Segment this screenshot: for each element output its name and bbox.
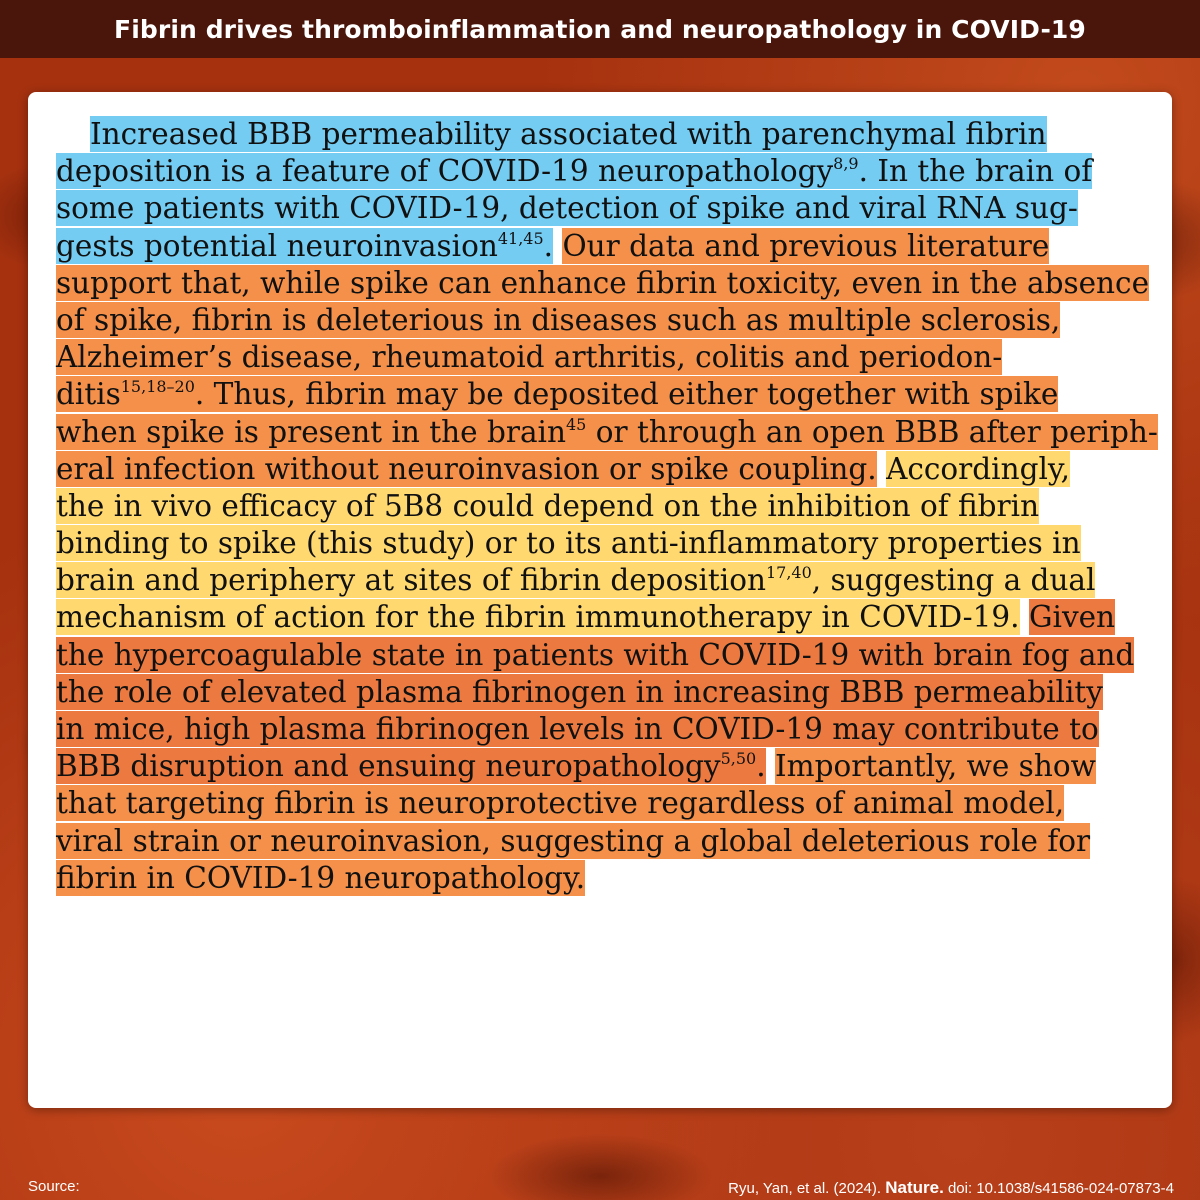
highlighted-paragraph bbox=[56, 116, 1158, 897]
source-label: Source: bbox=[28, 1178, 80, 1195]
highlight-segment-orange: Alzheimer’s disease, rheumatoid arthritis, colitis and periodon- bbox=[56, 340, 1003, 375]
highlight-segment-yellow: the in vivo efficacy of 5B8 could depend on the inhibition of fibrin bbox=[56, 488, 1040, 523]
highlight-segment-blue: gests potential neuroinvasion bbox=[56, 228, 498, 263]
citation-superscript bbox=[721, 748, 757, 784]
text-line bbox=[56, 637, 1144, 674]
text-line bbox=[56, 562, 1144, 599]
highlight-segment-orange: eral infection without neuroinvasion or spike coupling. bbox=[56, 451, 877, 486]
highlight-segment-yellow: binding to spike (this study) or to its anti-inflammatory properties in bbox=[56, 526, 1081, 561]
highlight-segment-orange: . Thus, fibrin may be deposited either together with spike bbox=[194, 377, 1059, 412]
superscript-text: 15,18–20 bbox=[120, 377, 195, 397]
text-line bbox=[56, 228, 1144, 265]
citation-superscript bbox=[766, 562, 812, 598]
highlight-segment-darkorange: BBB disruption and ensuing neuropathology bbox=[56, 749, 721, 784]
highlight-segment-blue: some patients with COVID-19, detection of spike and viral RNA sug- bbox=[56, 191, 1078, 226]
highlight-segment-orange: or through an open BBB after periph- bbox=[586, 414, 1158, 449]
header-banner bbox=[0, 0, 1200, 58]
highlight-segment-none bbox=[877, 451, 886, 487]
superscript-text: 17,40 bbox=[765, 563, 812, 583]
highlight-segment-blue: . bbox=[543, 228, 554, 263]
text-line bbox=[56, 860, 1144, 897]
footer bbox=[0, 1178, 1200, 1200]
highlight-segment-blue: Increased BBB permeability associated with parenchymal fibrin bbox=[90, 117, 1047, 151]
text-line bbox=[56, 785, 1144, 822]
superscript-text: 45 bbox=[565, 414, 587, 434]
page-title: Fibrin drives thromboinflammation and neuropathology in COVID-19 bbox=[114, 14, 1086, 44]
text-line bbox=[56, 823, 1144, 860]
highlight-segment-orange: when spike is present in the brain bbox=[56, 414, 566, 449]
highlight-segment-darkorange: . bbox=[756, 749, 766, 784]
citation-superscript bbox=[121, 376, 195, 412]
text-line bbox=[56, 451, 1144, 488]
superscript-text: 5,50 bbox=[720, 749, 757, 769]
highlight-segment-orange: fibrin in COVID-19 neuropathology. bbox=[56, 860, 586, 895]
highlight-segment-darkorange: Given bbox=[1028, 600, 1116, 635]
highlight-segment-orange: Our data and previous literature bbox=[562, 228, 1050, 263]
highlight-segment-orange: ditis bbox=[56, 377, 121, 412]
highlight-segment-blue: deposition is a feature of COVID-19 neuropathology bbox=[56, 154, 834, 189]
highlight-segment-yellow: Accordingly, bbox=[886, 451, 1071, 486]
text-line bbox=[56, 674, 1144, 711]
citation-superscript bbox=[833, 153, 858, 189]
citation bbox=[728, 1178, 1174, 1198]
highlight-segment-orange: support that, while spike can enhance fibrin toxicity, even in the absence bbox=[56, 265, 1150, 300]
text-line bbox=[56, 190, 1144, 227]
citation-superscript bbox=[566, 414, 586, 450]
text-line bbox=[56, 265, 1150, 302]
text-line bbox=[56, 302, 1144, 339]
highlight-segment-yellow: brain and periphery at sites of fibrin deposition bbox=[56, 563, 766, 598]
doi-text: doi: 10.1038/s41586-024-07873-4 bbox=[947, 1180, 1174, 1197]
text-line bbox=[56, 116, 1144, 153]
text-line bbox=[56, 525, 1144, 562]
text-line bbox=[56, 599, 1144, 636]
superscript-text: 41,45 bbox=[497, 228, 544, 248]
highlight-segment-orange: Importantly, we show bbox=[774, 749, 1096, 784]
highlight-segment-none bbox=[1020, 599, 1029, 635]
highlight-segment-darkorange: the role of elevated plasma fibrinogen in increasing BBB permeability bbox=[56, 674, 1103, 709]
text-line bbox=[56, 414, 1158, 451]
text-line bbox=[56, 376, 1144, 413]
highlight-segment-orange: viral strain or neuroinvasion, suggesting a global deleterious role for bbox=[56, 823, 1091, 858]
superscript-text: 8,9 bbox=[833, 154, 859, 174]
text-line bbox=[56, 748, 1144, 785]
highlight-segment-none bbox=[766, 748, 775, 784]
highlight-segment-yellow: , suggesting a dual bbox=[811, 563, 1096, 598]
citation-superscript bbox=[498, 228, 544, 264]
highlight-segment-orange: that targeting fibrin is neuroprotective regardless of animal model, bbox=[56, 786, 1065, 821]
text-line bbox=[56, 339, 1144, 376]
journal-name: Nature. bbox=[885, 1178, 944, 1197]
highlight-segment-darkorange: the hypercoagulable state in patients with COVID-19 with brain fog and bbox=[56, 637, 1135, 672]
text-line bbox=[56, 153, 1144, 190]
highlight-segment-yellow: mechanism of action for the fibrin immunotherapy in COVID-19. bbox=[56, 600, 1020, 635]
highlight-segment-darkorange: in mice, high plasma fibrinogen levels in COVID-19 may contribute to bbox=[56, 712, 1099, 746]
highlight-segment-orange: of spike, fibrin is deleterious in diseases such as multiple sclerosis, bbox=[56, 302, 1061, 337]
text-line bbox=[56, 711, 1144, 748]
citation-authors: Ryu, Yan, et al. (2024). bbox=[728, 1180, 882, 1197]
text-line bbox=[56, 488, 1144, 525]
highlight-segment-blue: . In the brain of bbox=[858, 154, 1093, 189]
